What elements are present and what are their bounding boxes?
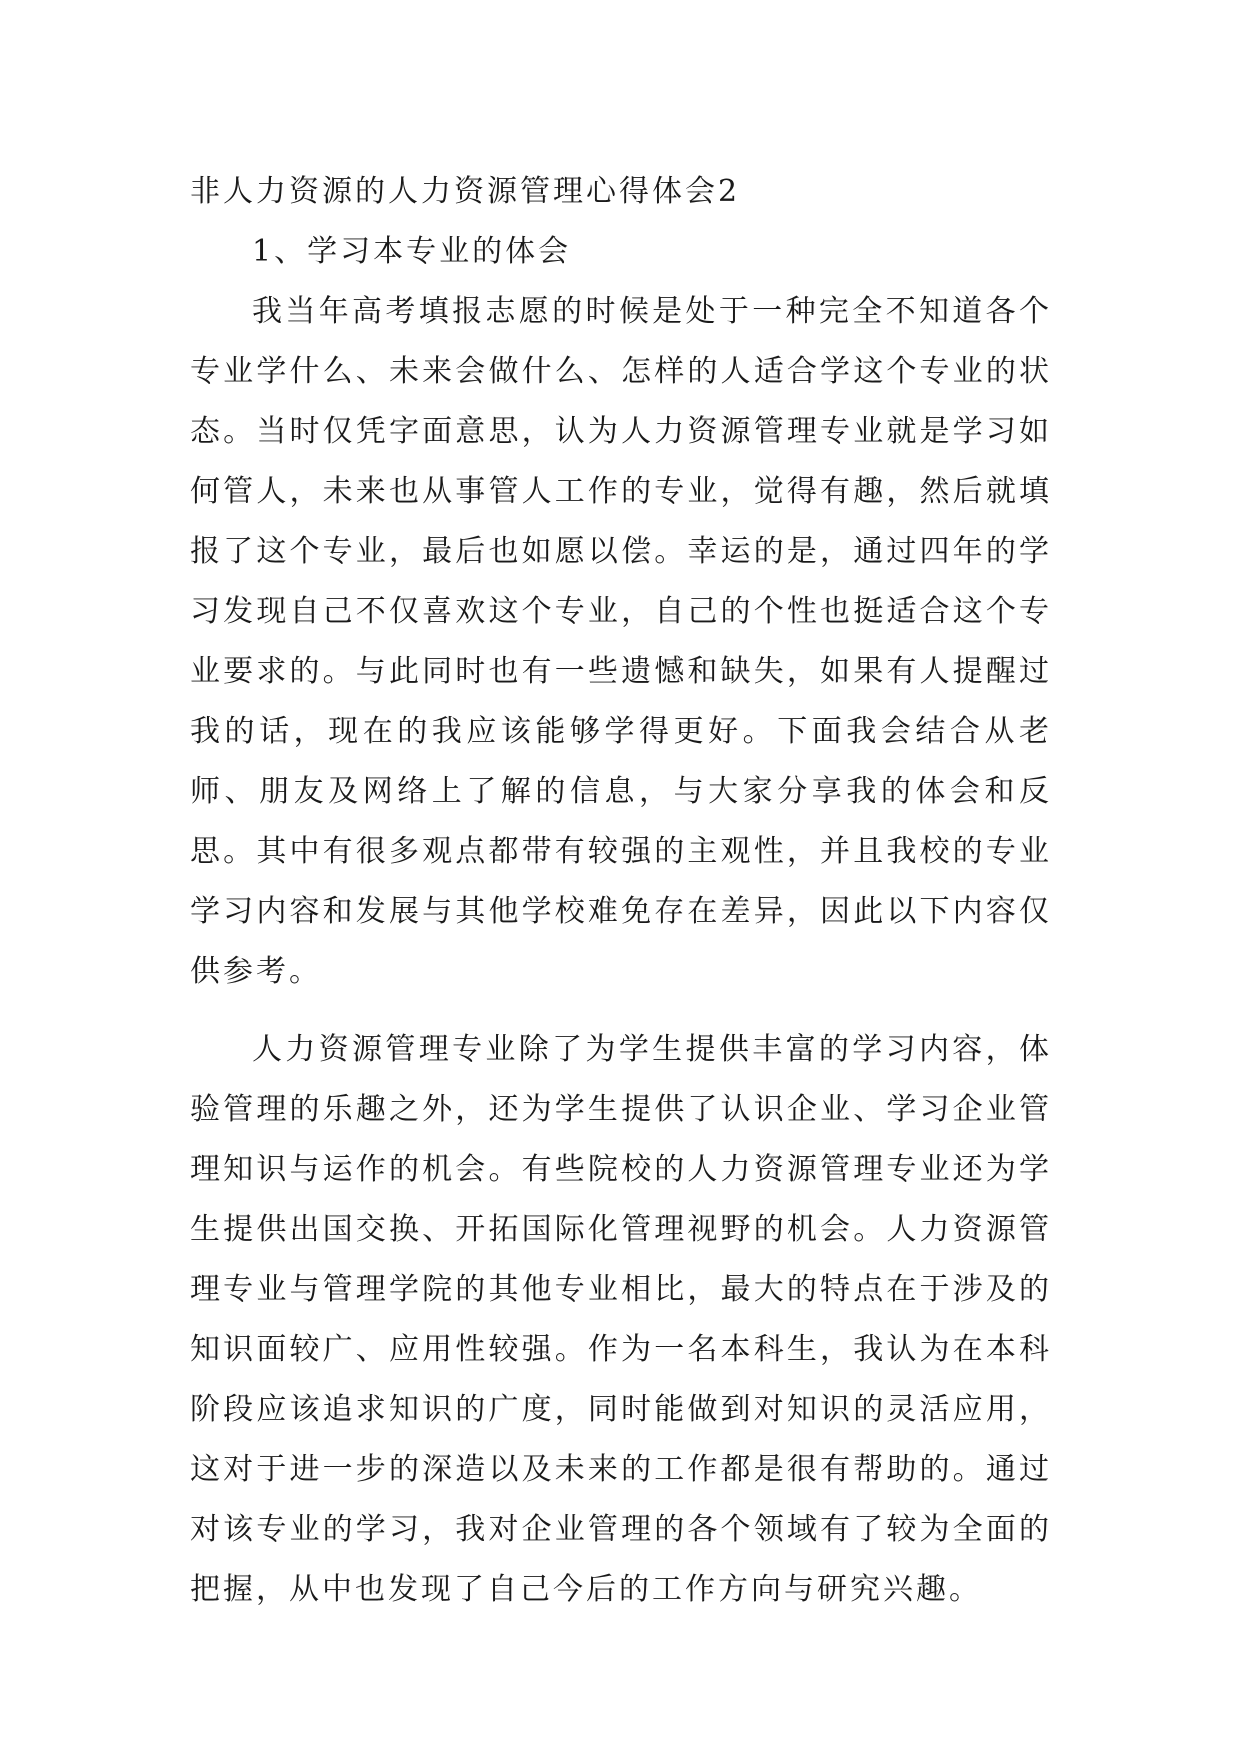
document-title: 非人力资源的人力资源管理心得体会2 <box>190 174 741 209</box>
paragraph: 我当年高考填报志愿的时候是处于一种完全不知道各个专业学什么、未来会做什么、怎样的人适合学这个专业的状态。当时仅凭字面意思，认为人力资源管理专业就是学习如何管人，未来也从事管人工作的专业，觉得有趣，然后就填报了这个专业，最后也如愿以偿。幸运的是，通过四年的学习发现自己不仅喜欢这个专业，自己的个性也挺适合这个专业要求的。与此同时也有一些遗憾和缺失，如果有人提醒过我的话，现在的我应该能够学得更好。下面我会结合从老师、朋友及网络上了解的信息，与大家分享我的体会和反思。其中有很多观点都带有较强的主观性，并且我校的专业学习内容和发展与其他学校难免存在差异，因此以下内容仅供参考。 <box>190 294 1052 989</box>
paragraph: 人力资源管理专业除了为学生提供丰富的学习内容，体验管理的乐趣之外，还为学生提供了认识企业、学习企业管理知识与运作的机会。有些院校的人力资源管理专业还为学生提供出国交换、开拓国际化管理视野的机会。人力资源管理专业与管理学院的其他专业相比，最大的特点在于涉及的知识面较广、应用性较强。作为一名本科生，我认为在本科阶段应该追求知识的广度，同时能做到对知识的灵活应用，这对于进一步的深造以及未来的工作都是很有帮助的。通过对该专业的学习，我对企业管理的各个领域有了较为全面的把握，从中也发现了自己今后的工作方向与研究兴趣。 <box>190 1032 1052 1607</box>
section-heading: 1、学习本专业的体会 <box>252 234 572 269</box>
document-body <box>190 162 1052 1638</box>
